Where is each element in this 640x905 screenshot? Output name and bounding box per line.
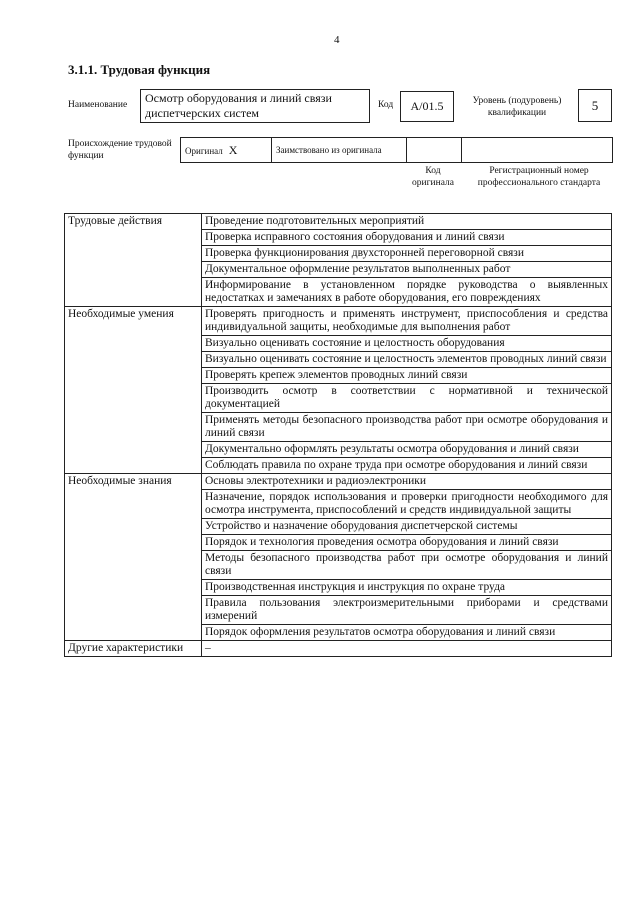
category-cell: Трудовые действия	[65, 214, 202, 307]
original-cell	[181, 138, 272, 163]
item-cell: Документальное оформление результатов выполненных работ	[202, 262, 612, 278]
borrowed-cell	[272, 138, 407, 163]
origin-label: Происхождение трудовой функции	[68, 139, 172, 161]
original-mark: X	[228, 142, 238, 157]
category-cell: Необходимые знания	[65, 474, 202, 641]
category-cell: Другие характеристики	[65, 641, 202, 657]
function-table	[64, 213, 612, 657]
category-cell: Необходимые умения	[65, 307, 202, 474]
naming-label: Наименование	[68, 100, 128, 110]
reg-number-cell	[462, 138, 613, 163]
item-cell: Устройство и назначение оборудования диспетчерской системы	[202, 519, 612, 535]
item-cell: Проверять крепеж элементов проводных линий связи	[202, 368, 612, 384]
item-cell: Правила пользования электроизмерительными приборами и средствами измерений	[202, 596, 612, 625]
table-row	[65, 474, 612, 490]
borrowed-label: Заимствовано из оригинала	[276, 145, 382, 155]
item-cell: Порядок и технология проведения осмотра оборудования и линий связи	[202, 535, 612, 551]
table-row	[65, 641, 612, 657]
item-cell: Назначение, порядок использования и проверки пригодности необходимого для осмотра инструмента, приспособлений и средств индивидуальной защиты	[202, 490, 612, 519]
function-name-box: Осмотр оборудования и линий связи диспетчерских систем	[140, 89, 370, 123]
item-cell: Визуально оценивать состояние и целостность элементов проводных линий связи	[202, 352, 612, 368]
item-cell: Производственная инструкция и инструкция по охране труда	[202, 580, 612, 596]
page-number: 4	[334, 34, 340, 46]
item-cell: –	[202, 641, 612, 657]
level-box: 5	[578, 89, 612, 122]
table-row	[65, 214, 612, 230]
item-cell: Информирование в установленном порядке руководства о выявленных недостатках и замечаниях в работе оборудования, его повреждениях	[202, 278, 612, 307]
code-label: Код	[378, 100, 394, 110]
code-original-cell	[407, 138, 462, 163]
origin-table	[180, 137, 613, 163]
original-label: Оригинал	[185, 145, 223, 156]
item-cell: Проведение подготовительных мероприятий	[202, 214, 612, 230]
item-cell: Применять методы безопасного производства работ при осмотре оборудования и линий связи	[202, 413, 612, 442]
item-cell: Проверка исправного состояния оборудования и линий связи	[202, 230, 612, 246]
item-cell: Проверять пригодность и применять инструмент, приспособления и средства индивидуальной защиты, необходимые для выполнения работ	[202, 307, 612, 336]
section-title: 3.1.1. Трудовая функция	[68, 62, 211, 77]
reg-number-label: Регистрационный номер профессионального стандарта	[477, 166, 601, 188]
table-row	[65, 307, 612, 336]
code-box: A/01.5	[400, 91, 454, 122]
item-cell: Соблюдать правила по охране труда при осмотре оборудования и линий связи	[202, 458, 612, 474]
item-cell: Производить осмотр в соответствии с нормативной и технической документацией	[202, 384, 612, 413]
level-label: Уровень (подуровень) квалификации	[472, 96, 562, 118]
item-cell: Порядок оформления результатов осмотра оборудования и линий связи	[202, 625, 612, 641]
item-cell: Документально оформлять результаты осмотра оборудования и линий связи	[202, 442, 612, 458]
item-cell: Визуально оценивать состояние и целостность оборудования	[202, 336, 612, 352]
code-original-label: Код оригинала	[412, 166, 454, 188]
item-cell: Основы электротехники и радиоэлектроники	[202, 474, 612, 490]
item-cell: Методы безопасного производства работ при осмотре оборудования и линий связи	[202, 551, 612, 580]
item-cell: Проверка функционирования двухсторонней переговорной связи	[202, 246, 612, 262]
